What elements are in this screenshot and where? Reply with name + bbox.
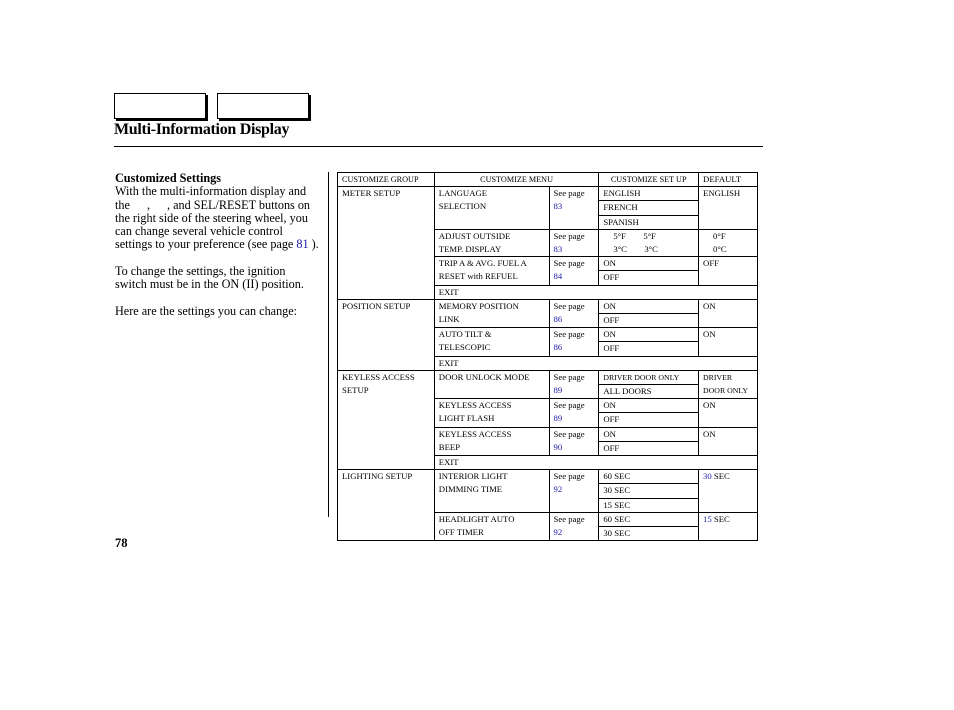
option-on: ON	[599, 299, 699, 313]
header-customize-setup: CUSTOMIZE SET UP	[599, 173, 699, 187]
default-trip: OFF	[699, 257, 758, 285]
header-customize-menu: CUSTOMIZE MENU	[434, 173, 599, 187]
menu-door-unlock: DOOR UNLOCK MODE	[434, 370, 549, 398]
intro-text-d: ).	[311, 237, 319, 252]
option-all-doors: ALL DOORS	[599, 385, 699, 399]
intro-column	[115, 172, 320, 332]
exit-meter: EXIT	[434, 285, 757, 299]
menu-memory-position: MEMORY POSITION LINK	[434, 299, 549, 327]
header-default: DEFAULT	[699, 173, 758, 187]
default-language: ENGLISH	[699, 187, 758, 230]
menu-language: LANGUAGE SELECTION	[434, 187, 549, 230]
intro-text-c: , and SEL/RESET buttons on the right side of the steering wheel, you can change several vehicle control settings to your preference (see page	[115, 197, 311, 252]
table-row	[338, 187, 758, 201]
see-page-headlight[interactable]: See page 92	[549, 512, 599, 540]
menu-auto-tilt: AUTO TILT & TELESCOPIC	[434, 328, 549, 356]
see-page-temp[interactable]: See page 83	[549, 229, 599, 256]
option-15-sec: 15 SEC	[599, 498, 699, 512]
nav-button-index[interactable]	[217, 93, 309, 119]
option-on: ON	[599, 328, 699, 342]
header-customize-group: CUSTOMIZE GROUP	[338, 173, 435, 187]
default-headlight: 15 SEC	[699, 512, 758, 540]
default-tilt: ON	[699, 328, 758, 356]
section-heading: Customized Settings	[115, 171, 221, 185]
see-page-memory[interactable]: See page 86	[549, 299, 599, 327]
exit-position: EXIT	[434, 356, 757, 370]
see-page-beep[interactable]: See page 90	[549, 427, 599, 455]
table-row	[338, 470, 758, 484]
menu-headlight: HEADLIGHT AUTO OFF TIMER	[434, 512, 549, 540]
group-meter-setup: METER SETUP	[338, 187, 435, 300]
column-divider	[328, 172, 329, 517]
see-page-flash[interactable]: See page 89	[549, 399, 599, 427]
option-on: ON	[599, 257, 699, 271]
menu-interior-light: INTERIOR LIGHT DIMMING TIME	[434, 470, 549, 513]
page-title: Multi-Information Display	[114, 121, 290, 138]
table-row	[338, 299, 758, 313]
option-on: ON	[599, 399, 699, 413]
settings-paragraph: Here are the settings you can change:	[115, 303, 298, 318]
option-60-sec: 60 SEC	[599, 512, 699, 526]
see-page-trip[interactable]: See page 84	[549, 257, 599, 285]
intro-text-b: ,	[146, 197, 150, 212]
option-30-sec: 30 SEC	[599, 527, 699, 541]
option-english: ENGLISH	[599, 187, 699, 201]
page-number: 78	[115, 536, 128, 550]
page-link-81[interactable]: 81	[296, 237, 309, 252]
default-flash: ON	[699, 399, 758, 427]
intro-text-a: With the multi-information display and the	[115, 184, 307, 212]
title-rule	[114, 146, 763, 147]
option-off: OFF	[599, 314, 699, 328]
menu-trip-reset: TRIP A & AVG. FUEL A RESET with REFUEL	[434, 257, 549, 285]
option-on: ON	[599, 427, 699, 441]
ignition-paragraph: To change the settings, the ignition switch must be in the ON (II) position.	[115, 264, 304, 292]
menu-beep: KEYLESS ACCESS BEEP	[434, 427, 549, 455]
option-temp: 5°F 5°F 3°C 3°C	[599, 229, 699, 256]
default-temp: 0°F 0°C	[699, 229, 758, 256]
intro-paragraph	[115, 185, 320, 251]
default-interior: 30 SEC	[699, 470, 758, 513]
group-position-setup: POSITION SETUP	[338, 299, 435, 370]
option-30-sec: 30 SEC	[599, 484, 699, 498]
see-page-language[interactable]: See page 83	[549, 187, 599, 230]
default-door: DRIVER DOOR ONLY	[699, 370, 758, 398]
menu-light-flash: KEYLESS ACCESS LIGHT FLASH	[434, 399, 549, 427]
option-off: OFF	[599, 271, 699, 285]
table-row	[338, 370, 758, 384]
menu-outside-temp: ADJUST OUTSIDE TEMP. DISPLAY	[434, 229, 549, 256]
option-driver-door-only: DRIVER DOOR ONLY	[599, 370, 699, 384]
exit-keyless: EXIT	[434, 456, 757, 470]
customize-settings-table	[337, 172, 758, 541]
see-page-door[interactable]: See page 89	[549, 370, 599, 398]
option-french: FRENCH	[599, 201, 699, 215]
option-off: OFF	[599, 342, 699, 356]
nav-button-main-menu[interactable]	[114, 93, 206, 119]
option-spanish: SPANISH	[599, 215, 699, 229]
group-keyless-access: KEYLESS ACCESS SETUP	[338, 370, 435, 469]
table-header-row	[338, 173, 758, 187]
option-60-sec: 60 SEC	[599, 470, 699, 484]
see-page-interior[interactable]: See page 92	[549, 470, 599, 513]
default-beep: ON	[699, 427, 758, 455]
see-page-tilt[interactable]: See page 86	[549, 328, 599, 356]
option-off: OFF	[599, 413, 699, 427]
option-off: OFF	[599, 441, 699, 455]
group-lighting-setup: LIGHTING SETUP	[338, 470, 435, 541]
default-memory: ON	[699, 299, 758, 327]
